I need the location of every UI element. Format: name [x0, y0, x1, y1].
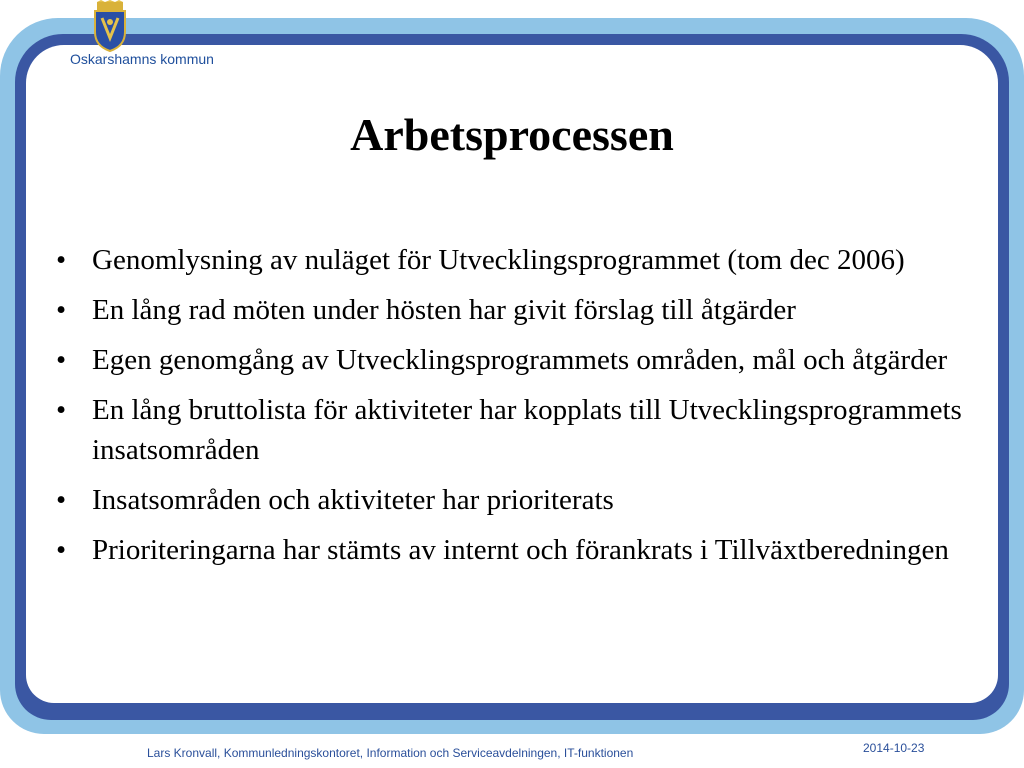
bullet-text: Insatsområden och aktiviteter har prioriterats	[92, 484, 614, 516]
bullet-marker: •	[56, 344, 67, 376]
bullet-item	[52, 390, 982, 470]
bullet-marker: •	[56, 244, 67, 276]
bullet-text: Genomlysning av nuläget för Utvecklingsprogrammet (tom dec 2006)	[92, 244, 905, 276]
footer-author: Lars Kronvall, Kommunledningskontoret, Information och Serviceavdelningen, IT-funktionen	[147, 746, 634, 760]
bullet-item	[52, 290, 982, 330]
bullet-item	[52, 480, 982, 520]
organization-name: Oskarshamns kommun	[70, 51, 214, 67]
bullet-list	[52, 240, 982, 580]
bullet-text: Prioriteringarna har stämts av internt och förankrats i Tillväxtberedningen	[92, 534, 949, 566]
bullet-marker: •	[56, 394, 67, 426]
footer-date: 2014-10-23	[863, 741, 925, 755]
bullet-marker: •	[56, 484, 67, 516]
bullet-text: En lång rad möten under hösten har givit förslag till åtgärder	[92, 294, 796, 326]
bullet-item	[52, 240, 982, 280]
slide-title: Arbetsprocessen	[350, 109, 674, 160]
coat-of-arms-logo	[91, 0, 129, 52]
bullet-item	[52, 530, 982, 570]
bullet-text: En lång bruttolista för aktiviteter har kopplats till Utvecklingsprogrammets insatsområden	[92, 394, 962, 466]
bullet-item	[52, 340, 982, 380]
bullet-marker: •	[56, 294, 67, 326]
bullet-text: Egen genomgång av Utvecklingsprogrammets områden, mål och åtgärder	[92, 344, 948, 376]
bullet-marker: •	[56, 534, 67, 566]
